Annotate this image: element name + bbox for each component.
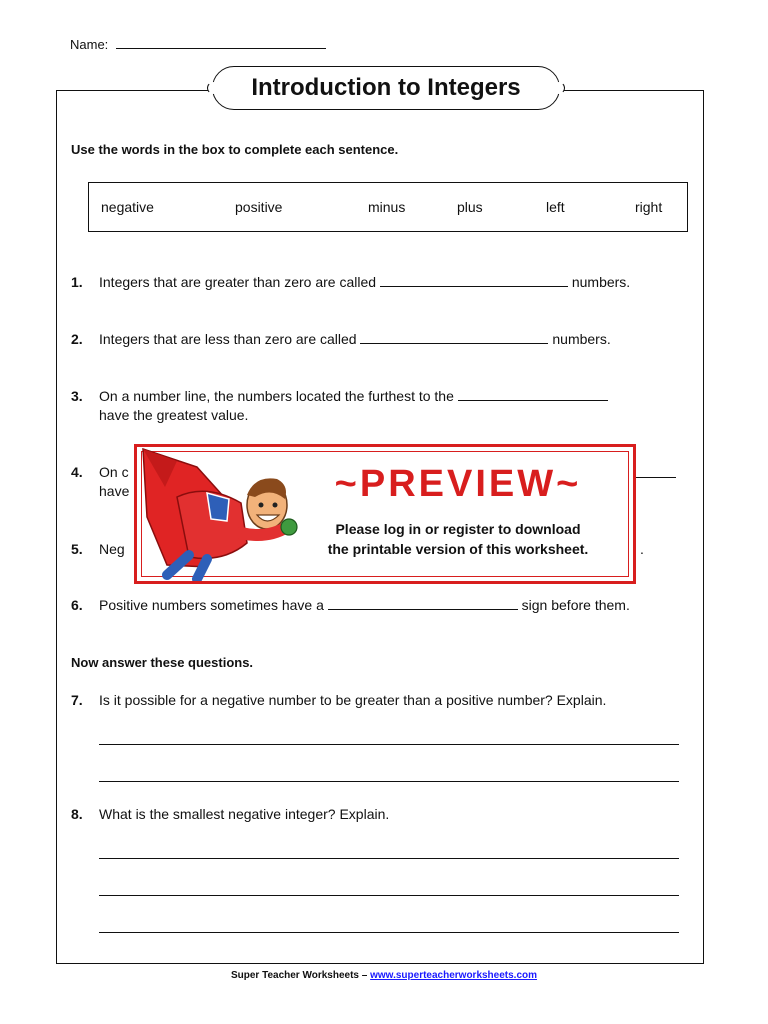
footer-separator: – — [358, 970, 371, 981]
answer-line[interactable] — [99, 895, 679, 896]
answer-blank[interactable] — [636, 477, 676, 478]
superhero-teacher-icon — [137, 447, 307, 581]
word-bank-item: positive — [235, 199, 283, 215]
answer-blank[interactable] — [380, 273, 568, 287]
question-text: Positive numbers sometimes have a — [99, 597, 328, 613]
question-number: 7. — [71, 692, 83, 708]
answer-blank[interactable] — [328, 596, 518, 610]
question-text: Is it possible for a negative number to be greater than a positive number? Explain. — [99, 692, 607, 708]
question-5-tail: . — [640, 541, 644, 557]
word-bank-item: left — [546, 199, 565, 215]
question-text: have — [99, 483, 130, 499]
answer-line[interactable] — [99, 858, 679, 859]
question-text: Neg — [99, 541, 125, 557]
preview-message-line: Please log in or register to download — [335, 521, 581, 537]
question-text: numbers. — [548, 331, 611, 347]
word-bank-item: right — [635, 199, 663, 215]
question-number: 5. — [71, 541, 83, 557]
question-text: numbers. — [567, 274, 631, 290]
question-number: 3. — [71, 388, 83, 404]
word-bank-item: minus — [368, 199, 406, 215]
question-text: sign before them. — [517, 597, 630, 613]
name-field — [70, 36, 326, 52]
question-number: 6. — [71, 597, 83, 613]
footer-brand: Super Teacher Worksheets — [230, 970, 359, 981]
answer-blank[interactable] — [360, 330, 548, 344]
question-number: 8. — [71, 806, 83, 822]
instructions-part2: Now answer these questions. — [71, 655, 254, 670]
footer-link[interactable]: www.superteacherworksheets.com — [370, 970, 538, 981]
answer-line[interactable] — [99, 744, 679, 745]
question-text: have the greatest value. — [99, 407, 249, 423]
question-number: 4. — [71, 464, 83, 480]
footer — [0, 970, 768, 981]
instructions-part1: Use the words in the box to complete each sentence. — [71, 142, 399, 157]
preview-message-line: the printable version of this worksheet. — [327, 541, 589, 557]
answer-blank[interactable] — [458, 387, 608, 401]
preview-overlay[interactable] — [134, 444, 636, 584]
page-title: Introduction to Integers — [212, 66, 560, 110]
word-bank-item: plus — [457, 199, 483, 215]
question-text: On c — [99, 464, 129, 480]
question-text: On a number line, the numbers located the furthest to the — [99, 388, 458, 404]
question-text: Integers that are less than zero are called — [99, 331, 361, 347]
name-blank[interactable] — [116, 36, 326, 49]
answer-line[interactable] — [99, 932, 679, 933]
question-text: Integers that are greater than zero are called — [99, 274, 380, 290]
name-label: Name: — [70, 37, 112, 52]
answer-line[interactable] — [99, 781, 679, 782]
word-bank-item: negative — [101, 199, 154, 215]
question-text: What is the smallest negative integer? Explain. — [99, 806, 390, 822]
preview-title: ~PREVIEW~ — [334, 463, 582, 505]
word-bank — [88, 182, 688, 232]
question-number: 2. — [71, 331, 83, 347]
preview-message — [303, 519, 613, 559]
question-number: 1. — [71, 274, 83, 290]
